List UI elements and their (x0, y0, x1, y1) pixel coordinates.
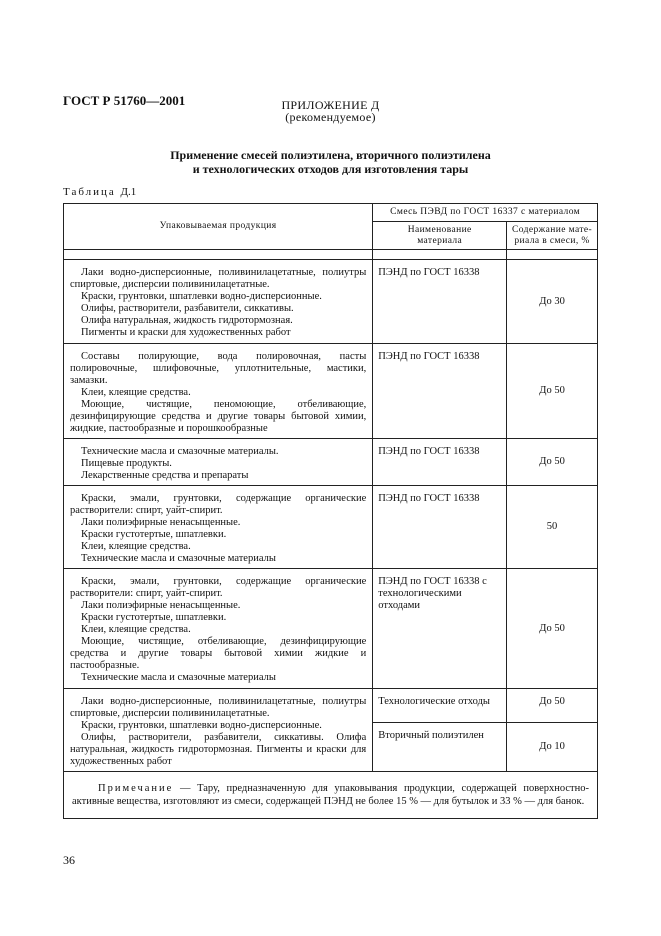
data-table (63, 203, 598, 819)
header-products: Упаковываемая продукция (64, 204, 373, 250)
content-cell: До 50 (507, 569, 598, 689)
material-cell: Вторичный полиэтилен (373, 722, 507, 771)
table-row (64, 486, 598, 569)
products-cell: Лаки водно-дисперсионные, поливинилацетатные, полиутры спиртовые, дисперсии поливинилацетатные. Краски, грунтовки, шпатлевки водно-дисперсионные. Олифы, растворители, разбавители, сиккативы. Олифа натуральная, жидкость гидротормозная. Пигменты и краски для художественных работ (64, 260, 373, 344)
products-cell: Краски, эмали, грунтовки, содержащие органические растворители: спирт, уайт-спирит. Лаки полиэфирные ненасыщенные. Краски густотертые, шпатлевки. Клеи, клеящие средства. Технические масла и смазочные материалы (64, 486, 373, 569)
spacer-cell (507, 250, 598, 260)
material-cell: ПЭНД по ГОСТ 16338 с технологическими отходами (373, 569, 507, 689)
appendix-title: ПРИЛОЖЕНИЕ Д (281, 98, 380, 112)
content-cell: До 50 (507, 344, 598, 439)
document-title (0, 148, 661, 176)
note-label: Примечание (98, 783, 174, 794)
material-cell: ПЭНД по ГОСТ 16338 (373, 344, 507, 439)
material-cell: ПЭНД по ГОСТ 16338 (373, 260, 507, 344)
note-text: — Тару, предназначенную для упаковывания продукции, содержащей поверхностно-активные вещества, изготовляют из смеси, содержащей ПЭНД не более 15 % — для бутылок и 33 % — для банок. (72, 783, 589, 807)
products-cell: Краски, эмали, грунтовки, содержащие органические растворители: спирт, уайт-спирит. Лаки полиэфирные ненасыщенные. Краски густотертые, шпатлевки. Клеи, клеящие средства. Моющие, чистящие, отбеливающие, дезинфицирующие средства и другие товары бытовой химии жидкие и пастообразные. Технические масла и смазочные материалы (64, 569, 373, 689)
appendix-status: (рекомендуемое) (285, 110, 376, 124)
title-line-2: и технологических отходов для изготовления тары (192, 162, 469, 176)
material-cell: Технологические отходы (373, 689, 507, 723)
header-mixture-group: Смесь ПЭВД по ГОСТ 16337 с материалом (373, 204, 598, 222)
table-caption-word: Таблица (63, 186, 116, 198)
content-cell: До 30 (507, 260, 598, 344)
table-row (64, 689, 598, 723)
products-cell: Составы полирующие, вода полировочная, пасты полировочные, шлифовочные, уплотнительные, мастики, замазки. Клеи, клеящие средства. Моющие, чистящие, пеномоющие, отбеливающие, дезинфицирующие средства и другие товары бытовой химии, жидкие, пастообразные и порошкообразные (64, 344, 373, 439)
content-cell: До 50 (507, 439, 598, 486)
material-cell: ПЭНД по ГОСТ 16338 (373, 439, 507, 486)
spacer-cell (64, 250, 373, 260)
table-row (64, 569, 598, 689)
standard-designation: ГОСТ Р 51760—2001 (63, 93, 186, 108)
header-material: Наименование материала (373, 222, 507, 250)
material-cell: ПЭНД по ГОСТ 16338 (373, 486, 507, 569)
products-cell: Лаки водно-дисперсионные, поливинилацетатные, полиутры спиртовые, дисперсии поливинилацетатные. Краски, грунтовки, шпатлевки водно-дисперсионные. Олифы, растворители, разбавители, сиккативы. Олифа натуральная, жидкость гидротормозная. Пигменты и краски для художественных работ (64, 689, 373, 772)
content-cell: 50 (507, 486, 598, 569)
spacer-cell (373, 250, 507, 260)
title-line-1: Применение смесей полиэтилена, вторичного полиэтилена (170, 148, 491, 162)
content-cell: До 50 (507, 689, 598, 723)
table-row (64, 260, 598, 344)
table-caption (63, 186, 136, 198)
page-number: 36 (63, 853, 75, 867)
products-cell: Технические масла и смазочные материалы. Пищевые продукты. Лекарственные средства и препараты (64, 439, 373, 486)
content-cell: До 10 (507, 722, 598, 771)
appendix-heading (0, 99, 661, 123)
table-row (64, 439, 598, 486)
table-caption-number: Д.1 (120, 186, 137, 198)
table-row (64, 344, 598, 439)
header-content: Содержание мате- риала в смеси, % (507, 222, 598, 250)
table-note (64, 772, 598, 819)
